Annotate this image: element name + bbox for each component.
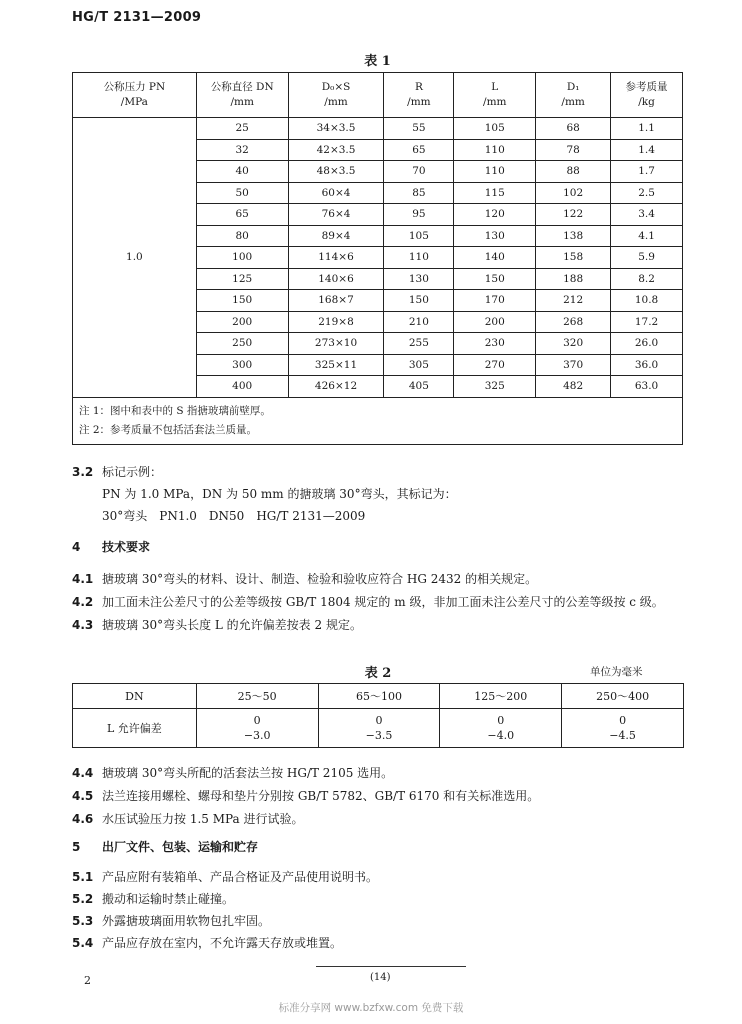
- table2-deviation-cell: [562, 709, 684, 748]
- table1-cell: 63.0: [611, 376, 683, 398]
- clause-number: 5.2: [72, 892, 94, 906]
- table1-cell: 5.9: [611, 247, 683, 269]
- table1-cell: 140: [454, 247, 536, 269]
- table1-cell: 150: [196, 290, 288, 312]
- header-line: 公称直径 DN: [210, 81, 274, 93]
- deviation-upper: 0: [619, 714, 627, 727]
- clause-text: 搬动和运输时禁止碰撞。: [102, 892, 235, 906]
- table1-cell: 482: [536, 376, 611, 398]
- table1-cell: 1.4: [611, 139, 683, 161]
- table1-cell: 36.0: [611, 354, 683, 376]
- header-line: L: [491, 81, 499, 93]
- table1-cell: 102: [536, 182, 611, 204]
- header-line: 公称压力 PN: [103, 81, 166, 93]
- table2: [72, 683, 684, 748]
- table1-cell: 100: [196, 247, 288, 269]
- table1-cell: 300: [196, 354, 288, 376]
- table1-header-cell: [536, 73, 611, 118]
- deviation-lower: −4.0: [487, 729, 515, 742]
- header-line: /MPa: [120, 96, 148, 108]
- deviation-lower: −3.0: [243, 729, 271, 742]
- table2-row-label: L 允许偏差: [73, 709, 197, 748]
- table1-cell: 76×4: [288, 204, 384, 226]
- table1-header-cell: [288, 73, 384, 118]
- table1-cell: 273×10: [288, 333, 384, 355]
- table1-cell: 125: [196, 268, 288, 290]
- table1-cell: 115: [454, 182, 536, 204]
- table1-cell: 158: [536, 247, 611, 269]
- table1-cell: 219×8: [288, 311, 384, 333]
- clause-number: 5.4: [72, 936, 94, 950]
- table2-dn-range: 250～400: [562, 684, 684, 709]
- table1-cell: 42×3.5: [288, 139, 384, 161]
- clause-item: [72, 787, 684, 805]
- table1-cell: 34×3.5: [288, 118, 384, 140]
- table1-cell: 255: [384, 333, 454, 355]
- clause-text: 水压试验压力按 1.5 MPa 进行试验。: [102, 812, 304, 826]
- table2-dn-label: DN: [73, 684, 197, 709]
- table1-notes: [73, 397, 683, 444]
- clause-text: 法兰连接用螺栓、螺母和垫片分别按 GB/T 5782、GB/T 6170 和有关标准选用。: [102, 789, 540, 803]
- clause-item: [72, 912, 684, 930]
- table1-cell: 95: [384, 204, 454, 226]
- table1-cell: 40: [196, 161, 288, 183]
- table1-cell: 70: [384, 161, 454, 183]
- table1-cell: 320: [536, 333, 611, 355]
- table2-dn-row: [73, 684, 684, 709]
- table1-cell: 270: [454, 354, 536, 376]
- table1-cell: 105: [454, 118, 536, 140]
- table1-cell: 114×6: [288, 247, 384, 269]
- table1-cell: 138: [536, 225, 611, 247]
- table2-caption: 表 2: [364, 666, 392, 681]
- deviation-upper: 0: [497, 714, 505, 727]
- table2-deviation-cell: [318, 709, 440, 748]
- clause-item: [72, 593, 684, 611]
- pn-value-cell: 1.0: [73, 118, 197, 398]
- header-line: R: [414, 81, 423, 93]
- table1-cell: 85: [384, 182, 454, 204]
- deviation-upper: 0: [253, 714, 261, 727]
- table1: [72, 72, 683, 445]
- section-4b: [72, 764, 684, 833]
- clause-text: 产品应存放在室内，不允许露天存放或堆置。: [102, 936, 343, 950]
- table1-cell: 110: [454, 161, 536, 183]
- table1-cell: 188: [536, 268, 611, 290]
- table1-cell: 200: [196, 311, 288, 333]
- section-4: 4 技术要求 4.1 搪玻璃 30°弯头的材料、设计、制造、检验和验收应符合 HG 2432 的相关规定。 4.2 加工面未注公差尺寸的公差等级按 GB/T 1804 规定的 m 级，非加工面未注公差尺寸的公差等级按 c 级。 4.3 搪玻璃 30°弯头长度 L 的允许偏差按表 2 规定。: [72, 538, 684, 639]
- clause-text: 搪玻璃 30°弯头长度 L 的允许偏差按表 2 规定。: [102, 618, 362, 632]
- table1-cell: 65: [384, 139, 454, 161]
- table1-cell: 400: [196, 376, 288, 398]
- table1-cell: 48×3.5: [288, 161, 384, 183]
- table2-deviation-cell: [440, 709, 562, 748]
- table1-cell: 1.7: [611, 161, 683, 183]
- table1-cell: 150: [454, 268, 536, 290]
- table1-cell: 130: [454, 225, 536, 247]
- table1-header-cell: [73, 73, 197, 118]
- footer-rule: [316, 966, 466, 967]
- watermark-text: 标准分享网 www.bzfxw.com 免费下载: [278, 1002, 464, 1014]
- table1-header-cell: [196, 73, 288, 118]
- clause-number: 4.1: [72, 572, 94, 586]
- table1-cell: 10.8: [611, 290, 683, 312]
- table1-cell: 78: [536, 139, 611, 161]
- table2-unit-note: 单位为毫米: [590, 666, 643, 678]
- clause-number: 4.2: [72, 595, 94, 609]
- header-line: /mm: [230, 96, 254, 108]
- table1-row: [73, 118, 683, 140]
- table2-dn-range: 25～50: [196, 684, 318, 709]
- deviation-upper: 0: [375, 714, 383, 727]
- table1-cell: 26.0: [611, 333, 683, 355]
- table1-cell: 25: [196, 118, 288, 140]
- table1-cell: 122: [536, 204, 611, 226]
- clause-number: 5.3: [72, 914, 94, 928]
- header-line: /mm: [407, 96, 431, 108]
- table1-cell: 130: [384, 268, 454, 290]
- table1-cell: 80: [196, 225, 288, 247]
- clause-item: [72, 934, 684, 952]
- standard-code: HG/T 2131—2009: [72, 10, 202, 25]
- table1-cell: 88: [536, 161, 611, 183]
- clause-number: 4.6: [72, 812, 94, 826]
- clause-text: 搪玻璃 30°弯头所配的活套法兰按 HG/T 2105 选用。: [102, 766, 394, 780]
- clause-item: [72, 764, 684, 782]
- clause-number: 4.5: [72, 789, 94, 803]
- table2-deviation-row: [73, 709, 684, 748]
- header-line: /mm: [324, 96, 348, 108]
- table1-header-cell: [384, 73, 454, 118]
- footer-center-number: (14): [370, 972, 391, 983]
- table1-cell: 2.5: [611, 182, 683, 204]
- clause-text: 加工面未注公差尺寸的公差等级按 GB/T 1804 规定的 m 级，非加工面未注公差尺寸的公差等级按 c 级。: [102, 595, 664, 609]
- table1-notes-row: [73, 397, 683, 444]
- clause-item: [72, 890, 684, 908]
- header-line: D₀×S: [321, 81, 351, 93]
- clause-text: 产品应附有装箱单、产品合格证及产品使用说明书。: [102, 870, 379, 884]
- table1-cell: 120: [454, 204, 536, 226]
- table1-cell: 8.2: [611, 268, 683, 290]
- page-number: 2: [84, 974, 91, 987]
- clause-item: [72, 810, 684, 828]
- table1-cell: 17.2: [611, 311, 683, 333]
- table1-cell: 140×6: [288, 268, 384, 290]
- section-3-2: 3.2 标记示例： PN 为 1.0 MPa，DN 为 50 mm 的搪玻璃 30°弯头，其标记为： 30°弯头 PN1.0 DN50 HG/T 2131—2009: [72, 465, 457, 523]
- table2-dn-range: 125～200: [440, 684, 562, 709]
- table1-cell: 370: [536, 354, 611, 376]
- table1-cell: 89×4: [288, 225, 384, 247]
- table2-deviation-cell: [196, 709, 318, 748]
- table1-cell: 212: [536, 290, 611, 312]
- table1-caption: 表 1: [364, 54, 391, 69]
- table1-cell: 60×4: [288, 182, 384, 204]
- table1-cell: 65: [196, 204, 288, 226]
- table1-note: 注 2：参考质量不包括活套法兰质量。: [79, 423, 258, 436]
- table1-header-cell: [454, 73, 536, 118]
- table1-cell: 405: [384, 376, 454, 398]
- table1-note: 注 1：图中和表中的 S 指搪玻璃前壁厚。: [79, 404, 271, 417]
- deviation-lower: −4.5: [609, 729, 636, 742]
- table1-cell: 50: [196, 182, 288, 204]
- table1-cell: 110: [454, 139, 536, 161]
- header-line: 参考质量: [625, 81, 668, 93]
- clause-text: 外露搪玻璃面用软物包扎牢固。: [102, 914, 271, 928]
- table1-cell: 1.1: [611, 118, 683, 140]
- table1-cell: 200: [454, 311, 536, 333]
- header-line: D₁: [566, 81, 580, 93]
- table1-cell: 110: [384, 247, 454, 269]
- table1-cell: 305: [384, 354, 454, 376]
- table1-cell: 3.4: [611, 204, 683, 226]
- table1-cell: 4.1: [611, 225, 683, 247]
- header-line: /mm: [483, 96, 507, 108]
- section-5: 5 出厂文件、包装、运输和贮存 5.1 产品应附有装箱单、产品合格证及产品使用说明书。 5.2 搬动和运输时禁止碰撞。 5.3 外露搪玻璃面用软物包扎牢固。 5.4 产品应存放在室内，不允许露天存放或堆置。: [72, 838, 684, 956]
- table1-cell: 105: [384, 225, 454, 247]
- table1-cell: 170: [454, 290, 536, 312]
- deviation-lower: −3.5: [365, 729, 393, 742]
- clause-number: 4.4: [72, 766, 94, 780]
- header-line: /kg: [638, 96, 655, 108]
- table1-cell: 168×7: [288, 290, 384, 312]
- table1-cell: 268: [536, 311, 611, 333]
- table2-dn-range: 65～100: [318, 684, 440, 709]
- table1-header-row: [73, 73, 683, 118]
- table1-cell: 32: [196, 139, 288, 161]
- table1-cell: 230: [454, 333, 536, 355]
- clause-item: [72, 868, 684, 886]
- table1-cell: 68: [536, 118, 611, 140]
- table1-cell: 150: [384, 290, 454, 312]
- clause-number: 4.3: [72, 618, 94, 632]
- table1-cell: 55: [384, 118, 454, 140]
- table1-cell: 325×11: [288, 354, 384, 376]
- table1-cell: 250: [196, 333, 288, 355]
- clause-number: 5.1: [72, 870, 94, 884]
- clause-item: [72, 616, 684, 634]
- clause-item: [72, 570, 684, 588]
- header-line: /mm: [561, 96, 585, 108]
- table1-cell: 210: [384, 311, 454, 333]
- clause-text: 搪玻璃 30°弯头的材料、设计、制造、检验和验收应符合 HG 2432 的相关规定。: [102, 572, 538, 586]
- table1-cell: 325: [454, 376, 536, 398]
- table1-cell: 426×12: [288, 376, 384, 398]
- table1-header-cell: [611, 73, 683, 118]
